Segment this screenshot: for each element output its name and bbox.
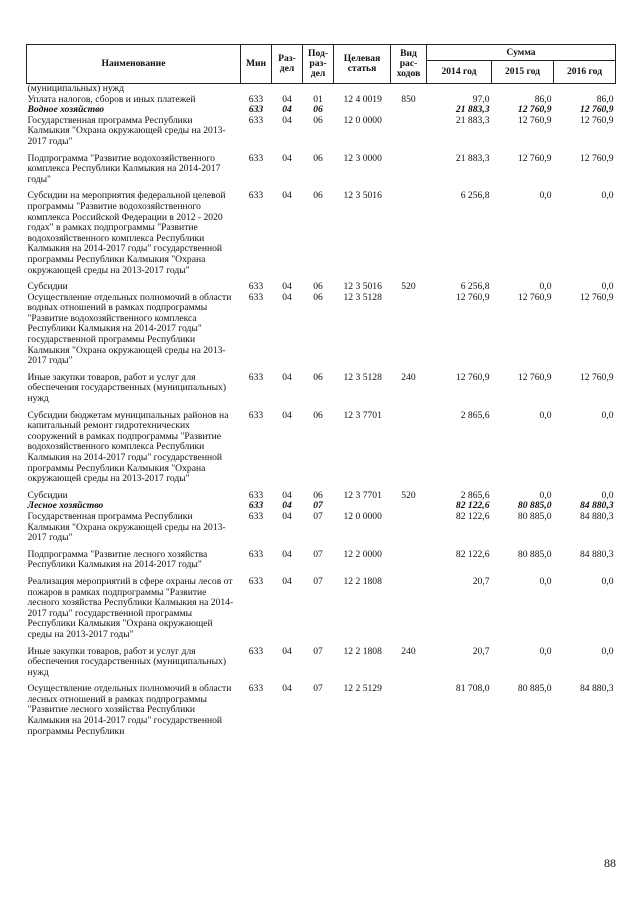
row-name: Уплата налогов, сборов и иных платежей bbox=[27, 93, 196, 105]
row-razdel: 04 bbox=[282, 114, 292, 126]
row-sum-2015: 0,0 bbox=[539, 281, 552, 293]
header-min: Мин bbox=[241, 45, 272, 84]
row-podrazdel: 06 bbox=[313, 489, 323, 501]
row-sum-2015: 0,0 bbox=[539, 575, 552, 587]
header-year-2015: 2015 год bbox=[492, 61, 554, 84]
table-header bbox=[27, 45, 616, 84]
row-sum-2014: 12 760,9 bbox=[455, 371, 490, 383]
table-row bbox=[27, 191, 616, 282]
row-tselevaya: 12 0 0000 bbox=[343, 114, 382, 126]
row-sum-2016: 12 760,9 bbox=[579, 152, 614, 164]
header-razdel: Раз-дел bbox=[272, 45, 303, 84]
row-sum-2016: 0,0 bbox=[601, 409, 614, 421]
row-vid bbox=[391, 411, 427, 491]
row-razdel: 04 bbox=[282, 93, 292, 105]
table-row bbox=[27, 512, 616, 550]
header-podrazdel: Под-раз-дел bbox=[303, 45, 334, 84]
row-razdel: 04 bbox=[282, 500, 292, 512]
row-sum-2014: 21 883,3 bbox=[455, 152, 490, 164]
row-vid: 240 bbox=[401, 645, 416, 657]
row-tselevaya: 12 2 1808 bbox=[343, 575, 382, 587]
row-sum-2016: 12 760,9 bbox=[579, 291, 614, 303]
row-sum-2016: 12 760,9 bbox=[579, 371, 614, 383]
row-vid: 520 bbox=[401, 489, 416, 501]
row-vid: 520 bbox=[401, 281, 416, 293]
row-tselevaya: 12 2 0000 bbox=[343, 548, 382, 560]
row-razdel: 04 bbox=[282, 510, 292, 522]
row-sum-2016: 12 760,9 bbox=[579, 104, 614, 116]
row-podrazdel: 06 bbox=[313, 291, 323, 303]
row-name: Субсидии бюджетам муниципальных районов на капитальный ремонт гидротехнических сооружений в рамках подпрограммы "Развитие водохозяйственного комплекса Республики Калмыкия на 2014-2017 годы" государственной программы Республики Калмыкия "Охрана окружающей среды на 2013-2017 годы" bbox=[27, 409, 229, 485]
row-sum-2015: 80 885,0 bbox=[517, 510, 552, 522]
row-tselevaya: 12 3 5016 bbox=[343, 281, 382, 293]
table-row bbox=[27, 293, 616, 373]
budget-table bbox=[26, 44, 616, 743]
row-name: Подпрограмма "Развитие водохозяйственного комплекса Республики Калмыкия на 2014-2017 годы" bbox=[27, 152, 221, 185]
row-razdel: 04 bbox=[282, 489, 292, 501]
row-name: Иные закупки товаров, работ и услуг для обеспечения государственных (муниципальных) нужд bbox=[27, 645, 227, 678]
row-sum-2015: 0,0 bbox=[539, 409, 552, 421]
row-tselevaya: 12 3 5128 bbox=[343, 371, 382, 383]
row-name: Подпрограмма "Развитие лесного хозяйства Республики Калмыкия на 2014-2017 годы" bbox=[27, 548, 208, 571]
row-sum-2016: 0,0 bbox=[601, 489, 614, 501]
row-podrazdel: 06 bbox=[313, 409, 323, 421]
table-row bbox=[27, 154, 616, 192]
row-vid bbox=[391, 550, 427, 577]
row-name: Субсидии bbox=[27, 489, 68, 501]
row-sum-2016 bbox=[554, 84, 616, 95]
row-sum-2014: 2 865,6 bbox=[460, 409, 490, 421]
row-sum-2015: 12 760,9 bbox=[517, 291, 552, 303]
row-name: Субсидии на мероприятия федеральной целевой программы "Развитие водохозяйственного комплекса Российской Федерации в 2012 - 2020 годах" в рамках подпрограммы "Развитие водохозяйственного комплекса Республики Калмыкия на 2014-2017 годы" государственной программы Республики Калмыкия "Охрана окружающей среды на 2013-2017 годы" bbox=[27, 190, 226, 276]
row-name: Осуществление отдельных полномочий в области водных отношений в рамках подпрограммы "Развитие водохозяйственного комплекса Республики Калмыкия на 2014-2017 годы" государственной программы Республики Калмыкия "Охрана окружающей среды на 2013-2017 годы" bbox=[27, 291, 232, 367]
row-sum-2016: 0,0 bbox=[601, 575, 614, 587]
row-vid bbox=[391, 577, 427, 647]
row-sum-2014: 82 122,6 bbox=[455, 510, 490, 522]
row-sum-2015: 0,0 bbox=[539, 645, 552, 657]
row-min: 633 bbox=[248, 683, 264, 695]
row-min: 633 bbox=[248, 575, 264, 587]
row-sum-2015: 80 885,0 bbox=[517, 548, 552, 560]
row-sum-2014: 6 256,8 bbox=[460, 281, 490, 293]
row-vid bbox=[391, 116, 427, 154]
row-podrazdel: 06 bbox=[313, 190, 323, 202]
row-tselevaya: 12 3 7701 bbox=[343, 409, 382, 421]
row-name: Государственная программа Республики Калмыкия "Охрана окружающей среды на 2013-2017 годы" bbox=[27, 510, 226, 544]
row-podrazdel: 07 bbox=[313, 683, 323, 695]
page-number: 88 bbox=[604, 856, 616, 870]
row-tselevaya: 12 2 1808 bbox=[343, 645, 382, 657]
header-year-2014: 2014 год bbox=[427, 61, 492, 84]
row-sum-2015: 80 885,0 bbox=[517, 500, 552, 512]
row-min: 633 bbox=[248, 548, 264, 560]
row-name: Водное хозяйство bbox=[27, 104, 105, 116]
row-vid bbox=[391, 84, 427, 95]
row-sum-2015: 80 885,0 bbox=[517, 683, 552, 695]
table-row bbox=[27, 684, 616, 743]
row-sum-2015: 12 760,9 bbox=[517, 152, 552, 164]
row-min: 633 bbox=[248, 114, 264, 126]
row-tselevaya: 12 3 5128 bbox=[343, 291, 382, 303]
row-podrazdel: 07 bbox=[313, 645, 323, 657]
row-sum-2015: 86,0 bbox=[534, 93, 552, 105]
row-vid bbox=[391, 684, 427, 743]
row-razdel: 04 bbox=[282, 371, 292, 383]
row-podrazdel: 07 bbox=[313, 500, 323, 512]
row-sum-2016: 84 880,3 bbox=[579, 683, 614, 695]
row-razdel: 04 bbox=[282, 291, 292, 303]
row-sum-2014: 21 883,3 bbox=[455, 104, 490, 116]
row-min: 633 bbox=[248, 645, 264, 657]
header-summa: Сумма bbox=[427, 45, 616, 61]
row-sum-2016: 0,0 bbox=[601, 645, 614, 657]
row-razdel: 04 bbox=[282, 409, 292, 421]
row-min: 633 bbox=[248, 409, 264, 421]
row-name: Иные закупки товаров, работ и услуг для обеспечения государственных (муниципальных) нужд bbox=[27, 371, 227, 405]
table-row bbox=[27, 373, 616, 411]
row-vid bbox=[391, 191, 427, 282]
row-sum-2014: 20,7 bbox=[472, 575, 490, 587]
row-podrazdel: 07 bbox=[313, 510, 323, 522]
row-podrazdel bbox=[303, 84, 334, 95]
header-vid: Вид рас-ходов bbox=[391, 45, 427, 84]
table-row bbox=[27, 577, 616, 647]
row-min: 633 bbox=[248, 371, 264, 383]
row-min: 633 bbox=[248, 500, 264, 512]
row-tselevaya: 12 4 0019 bbox=[343, 93, 382, 105]
row-vid: 240 bbox=[401, 371, 416, 383]
row-min: 633 bbox=[248, 281, 264, 293]
row-sum-2014 bbox=[427, 84, 492, 95]
row-sum-2015 bbox=[492, 84, 554, 95]
row-razdel: 04 bbox=[282, 575, 292, 587]
row-razdel: 04 bbox=[282, 281, 292, 293]
row-sum-2016: 84 880,3 bbox=[579, 548, 614, 560]
row-tselevaya: 12 3 5016 bbox=[343, 190, 382, 202]
row-razdel: 04 bbox=[282, 104, 292, 116]
row-razdel bbox=[272, 84, 303, 95]
row-tselevaya: 12 3 7701 bbox=[343, 489, 382, 501]
row-name: Реализация мероприятий в сфере охраны лесов от пожаров в рамках подпрограммы "Развитие лесного хозяйства Республики Калмыкия на 2014-2017 годы" государственной программы Республики Калмыкия "Охрана окружающей среды на 2013-2017 годы" bbox=[27, 575, 234, 640]
table-body bbox=[27, 84, 616, 744]
row-sum-2014: 81 708,0 bbox=[455, 683, 490, 695]
row-sum-2015: 0,0 bbox=[539, 190, 552, 202]
row-sum-2014: 82 122,6 bbox=[455, 500, 490, 512]
table-row bbox=[27, 411, 616, 491]
row-min: 633 bbox=[248, 104, 264, 116]
row-razdel: 04 bbox=[282, 548, 292, 560]
row-podrazdel: 06 bbox=[313, 371, 323, 383]
row-podrazdel: 06 bbox=[313, 152, 323, 164]
row-name: (муниципальных) нужд bbox=[27, 83, 125, 94]
header-year-2016: 2016 год bbox=[554, 61, 616, 84]
row-vid bbox=[391, 512, 427, 550]
table-row bbox=[27, 647, 616, 685]
row-min: 633 bbox=[248, 489, 264, 501]
row-sum-2015: 0,0 bbox=[539, 489, 552, 501]
row-sum-2014: 2 865,6 bbox=[460, 489, 490, 501]
row-sum-2014: 6 256,8 bbox=[460, 190, 490, 202]
row-name: Государственная программа Республики Калмыкия "Охрана окружающей среды на 2013-2017 годы" bbox=[27, 114, 226, 147]
row-razdel: 04 bbox=[282, 190, 292, 202]
row-sum-2014: 82 122,6 bbox=[455, 548, 490, 560]
row-sum-2016: 12 760,9 bbox=[579, 114, 614, 126]
row-min: 633 bbox=[248, 291, 264, 303]
row-name: Осуществление отдельных полномочий в области лесных отношений в рамках подпрограммы "Развитие лесного хозяйства Республики Калмыкия на 2014-2017 годы" государственной программы Республики bbox=[27, 683, 232, 737]
row-tselevaya: 12 3 0000 bbox=[343, 152, 382, 164]
row-sum-2014: 12 760,9 bbox=[455, 291, 490, 303]
row-tselevaya bbox=[334, 84, 391, 95]
table-row bbox=[27, 550, 616, 577]
row-sum-2016: 84 880,3 bbox=[579, 500, 614, 512]
row-min bbox=[241, 84, 272, 95]
header-name: Наименование bbox=[27, 45, 241, 84]
row-vid bbox=[391, 293, 427, 373]
row-sum-2015: 12 760,9 bbox=[517, 114, 552, 126]
row-sum-2016: 0,0 bbox=[601, 190, 614, 202]
row-razdel: 04 bbox=[282, 152, 292, 164]
row-razdel: 04 bbox=[282, 683, 292, 695]
row-min: 633 bbox=[248, 152, 264, 164]
row-vid bbox=[391, 154, 427, 192]
row-sum-2016: 0,0 bbox=[601, 281, 614, 293]
row-sum-2015: 12 760,9 bbox=[517, 104, 552, 116]
row-min: 633 bbox=[248, 93, 264, 105]
row-name: Лесное хозяйство bbox=[27, 500, 104, 512]
row-vid bbox=[391, 501, 427, 512]
table-row bbox=[27, 84, 616, 95]
row-podrazdel: 07 bbox=[313, 548, 323, 560]
table-row bbox=[27, 116, 616, 154]
row-podrazdel: 06 bbox=[313, 281, 323, 293]
row-tselevaya: 12 2 5129 bbox=[343, 683, 382, 695]
row-podrazdel: 06 bbox=[313, 104, 323, 116]
row-sum-2014: 20,7 bbox=[472, 645, 490, 657]
row-podrazdel: 01 bbox=[313, 93, 323, 105]
row-sum-2014: 97,0 bbox=[472, 93, 490, 105]
row-min: 633 bbox=[248, 190, 264, 202]
row-vid bbox=[391, 105, 427, 116]
row-tselevaya: 12 0 0000 bbox=[343, 510, 382, 522]
row-razdel: 04 bbox=[282, 645, 292, 657]
header-tselevaya: Целевая статья bbox=[334, 45, 391, 84]
row-min: 633 bbox=[248, 510, 264, 522]
row-podrazdel: 06 bbox=[313, 114, 323, 126]
row-sum-2014: 21 883,3 bbox=[455, 114, 490, 126]
row-vid: 850 bbox=[401, 93, 416, 105]
row-sum-2016: 84 880,3 bbox=[579, 510, 614, 522]
row-name: Субсидии bbox=[27, 281, 68, 293]
row-sum-2015: 12 760,9 bbox=[517, 371, 552, 383]
row-sum-2016: 86,0 bbox=[596, 93, 614, 105]
row-podrazdel: 07 bbox=[313, 575, 323, 587]
